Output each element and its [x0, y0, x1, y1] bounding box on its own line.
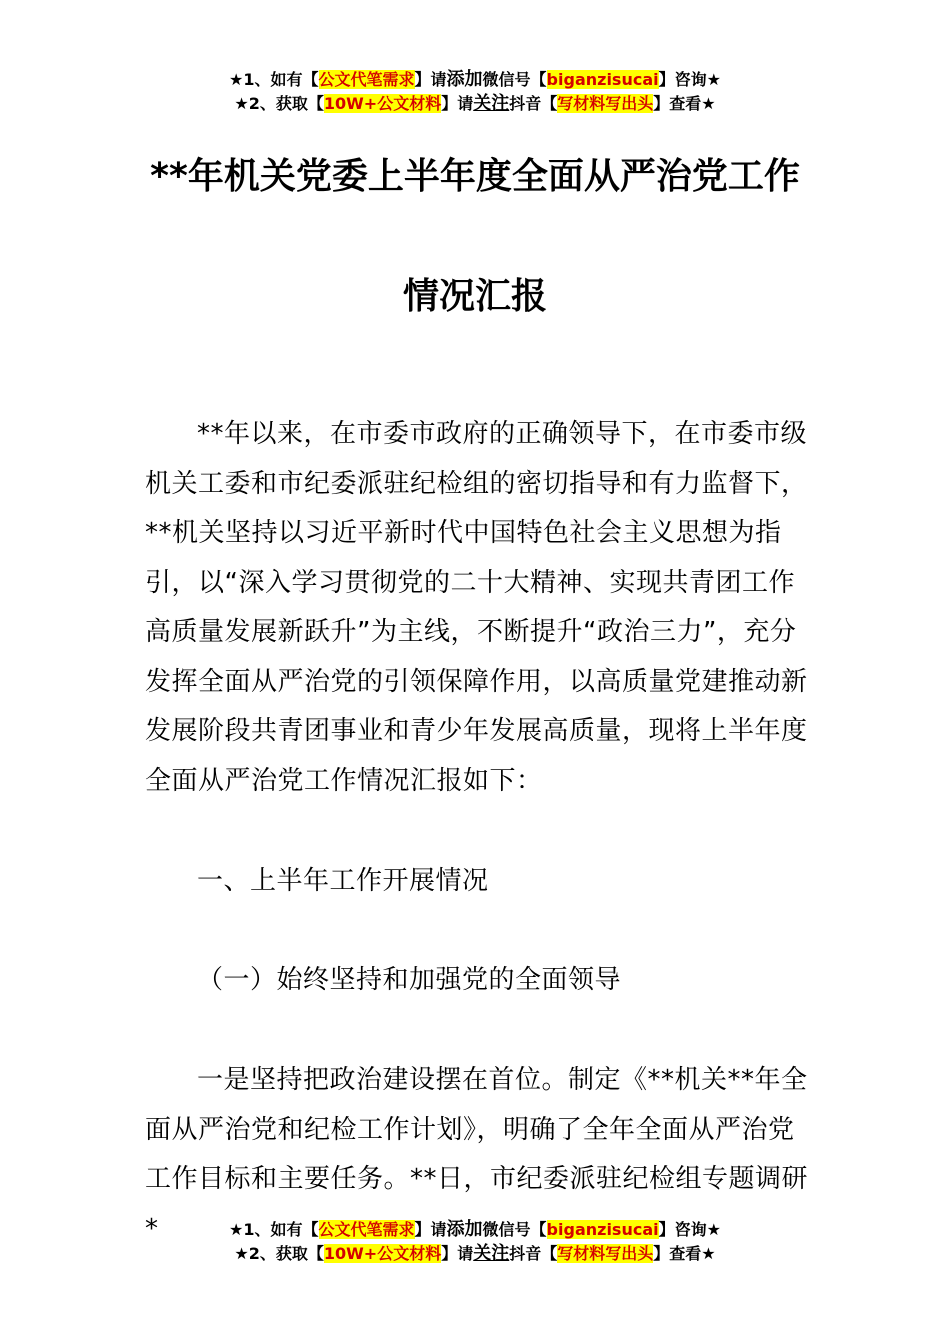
document-title-line-2: 情况汇报: [402, 276, 547, 317]
highlight-douyin: 写材料写出头: [557, 1244, 654, 1263]
banner-line-2: ★2、获取【10W+公文材料】请关注抖音【写材料写出头】查看★: [234, 93, 716, 114]
section-heading: 一、上半年工作开展情况: [197, 866, 489, 896]
highlight-wechat-id: biganzisucai: [546, 70, 659, 89]
highlight-service: 公文代笔需求: [318, 70, 415, 89]
banner-line-1: ★1、如有【公文代笔需求】请添加微信号【biganzisucai】咨询★: [229, 1219, 721, 1240]
banner-line-2: ★2、获取【10W+公文材料】请关注抖音【写材料写出头】查看★: [234, 1243, 716, 1264]
body-paragraph: 一是坚持把政治建设摆在首位。制定《**机关**年全面从严治党和纪检工作计划》，明确了全年全面从严治党工作目标和主要任务。**日，市纪委派驻纪检组专题调研*: [145, 1065, 809, 1244]
highlight-douyin: 写材料写出头: [557, 94, 654, 113]
intro-paragraph: **年以来，在市委市政府的正确领导下，在市委市级机关工委和市纪委派驻纪检组的密切指导和有力监督下，**机关坚持以习近平新时代中国特色社会主义思想为指引，以“深入学习贯彻党的二十大精神、实现共青团工作高质量发展新跃升”为主线，不断提升“政治三力”，充分发挥全面从严治党的引领保障作用，以高质量党建推动新发展阶段共青团事业和青少年发展高质量，现将上半年度全面从严治党工作情况汇报如下：: [145, 419, 808, 796]
highlight-wechat-id: biganzisucai: [546, 1220, 659, 1239]
document-title-line-1: **年机关党委上半年度全面从严治党工作: [150, 156, 800, 197]
highlight-service: 公文代笔需求: [318, 1220, 415, 1239]
footer-banner: [0, 1218, 950, 1266]
header-banner: [0, 68, 950, 116]
highlight-materials: 10W+公文材料: [323, 1244, 442, 1263]
highlight-materials: 10W+公文材料: [323, 94, 442, 113]
subsection-heading: （一）始终坚持和加强党的全面领导: [197, 965, 622, 995]
banner-line-1: ★1、如有【公文代笔需求】请添加微信号【biganzisucai】咨询★: [229, 69, 721, 90]
